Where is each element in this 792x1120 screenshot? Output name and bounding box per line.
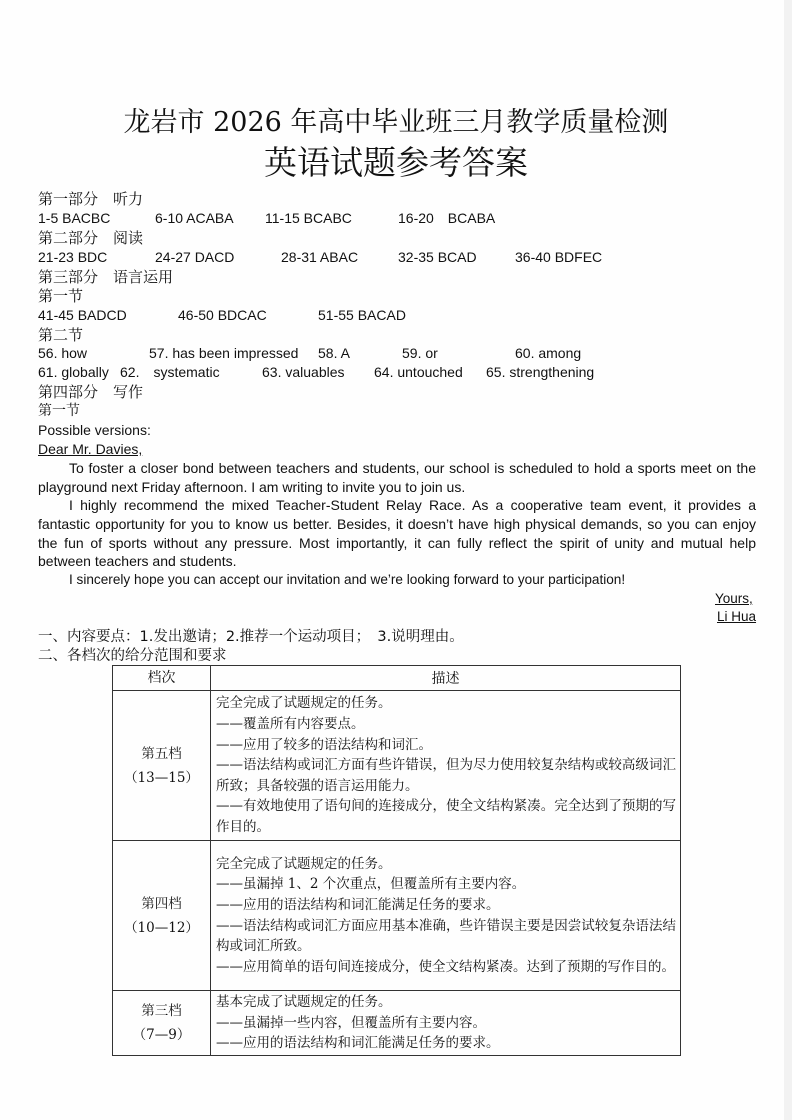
letter-signature: Li Hua	[717, 609, 757, 624]
answer-item: 63. valuables	[262, 364, 345, 380]
description-line: ——语法结构或词汇方面有些许错误，但为尽力使用较复杂结构或较高级词汇所致；具备较强的语言运用能力。	[216, 757, 676, 794]
letter-salutation: Dear Mr. Davies,	[38, 441, 143, 457]
content-points: 一、内容要点：1.发出邀请；2.推荐一个运动项目； 3.说明理由。	[38, 629, 464, 645]
part3-section2-heading: 第二节	[38, 326, 84, 344]
part2-heading: 第二部分 阅读	[38, 229, 144, 247]
column-header-description: 描述	[211, 666, 681, 691]
answer-item: 61. globally	[38, 364, 109, 380]
answer-item: 59. or	[402, 345, 438, 361]
description-line: ——覆盖所有内容要点。	[216, 716, 365, 733]
answer-group: 46-50 BDCAC	[178, 307, 267, 323]
level-cell	[113, 691, 211, 841]
part3-heading: 第三部分 语言运用	[38, 268, 174, 286]
level-name: 第三档	[141, 1002, 182, 1019]
answer-item: 65. strengthening	[486, 364, 595, 380]
answer-group: 16-20 BCABA	[398, 210, 496, 226]
answer-group: 28-31 ABAC	[281, 249, 359, 265]
column-header-level: 档次	[113, 666, 211, 691]
part4-section1-heading: 第一节	[38, 403, 80, 419]
answer-group: 51-55 BACAD	[318, 307, 406, 323]
answer-group: 11-15 BCABC	[265, 210, 352, 226]
description-line: 完全完成了试题规定的任务。	[216, 695, 392, 712]
letter-paragraph: I highly recommend the mixed Teacher-Student Relay Race. As a cooperative team event, it provides a fantastic opportunity for you to know us better. Besides, it doesn’t have high physical demands, so you can enjoy the fun of sports without any pressure. Most importantly, it can fully reflect the spirit of unity and mutual help between teachers and students.	[38, 497, 756, 570]
answer-item: 60. among	[515, 345, 582, 361]
answer-item: 57. has been impressed	[149, 345, 299, 361]
answer-item: 64. untouched	[374, 364, 463, 380]
description-cell	[211, 991, 681, 1056]
level-range: （7—9）	[132, 1026, 191, 1043]
level-range: （10—12）	[124, 919, 199, 936]
level-cell	[113, 841, 211, 991]
table-row	[113, 841, 681, 991]
description-line: ——语法结构或词汇方面应用基本准确，些许错误主要是因尝试较复杂语法结构或词汇所致。	[216, 917, 676, 955]
answer-group: 36-40 BDFEC	[515, 249, 603, 265]
letter-paragraph: To foster a closer bond between teachers and students, our school is scheduled to hold a sports meet on the playground next Friday afternoon. I am writing to invite you to join us.	[38, 460, 756, 495]
answer-item: 58. A	[318, 345, 350, 361]
scoring-ranges-heading: 二、各档次的给分范围和要求	[38, 648, 227, 664]
level-cell	[113, 991, 211, 1056]
table-header-row	[113, 666, 681, 691]
description-line: ——虽漏掉一些内容，但覆盖所有主要内容。	[216, 1014, 486, 1031]
description-line: 完全完成了试题规定的任务。	[216, 855, 392, 872]
answer-key-title: 英语试题参考答案	[264, 143, 528, 182]
table-row	[113, 691, 681, 841]
answer-group: 24-27 DACD	[155, 249, 235, 265]
part3-section1-heading: 第一节	[38, 287, 84, 305]
scoring-table	[112, 665, 681, 1056]
part1-heading: 第一部分 听力	[38, 190, 144, 208]
answer-item: 62. systematic	[120, 364, 220, 380]
exam-title: 龙岩市 2026 年高中毕业班三月教学质量检测	[123, 107, 669, 138]
description-line: ——应用简单的语句间连接成分，使全文结构紧凑。达到了预期的写作目的。	[216, 958, 675, 975]
description-line: ——虽漏掉 1、2 个次重点，但覆盖所有主要内容。	[216, 876, 526, 893]
answer-item: 56. how	[38, 345, 88, 361]
description-line: 基本完成了试题规定的任务。	[216, 994, 392, 1010]
description-line: ——应用的语法结构和词汇能满足任务的要求。	[216, 896, 500, 913]
answer-group: 21-23 BDC	[38, 249, 108, 265]
letter-closing: Yours,	[715, 591, 753, 606]
level-name: 第五档	[141, 745, 182, 762]
answer-group: 1-5 BACBC	[38, 210, 111, 226]
table-row	[113, 991, 681, 1056]
part4-heading: 第四部分 写作	[38, 383, 144, 401]
description-line: ——应用的语法结构和词汇能满足任务的要求。	[216, 1035, 500, 1052]
level-name: 第四档	[141, 895, 182, 912]
description-line: ——有效地使用了语句间的连接成分，使全文结构紧凑。完全达到了预期的写作目的。	[216, 798, 676, 835]
description-cell	[211, 841, 681, 991]
possible-versions-label: Possible versions:	[38, 422, 151, 438]
answer-group: 41-45 BADCD	[38, 307, 127, 323]
letter-paragraph: I sincerely hope you can accept our invitation and we’re looking forward to your participation!	[69, 572, 626, 587]
description-line: ——应用了较多的语法结构和词汇。	[216, 736, 432, 753]
level-range: （13—15）	[124, 769, 199, 786]
description-cell	[211, 691, 681, 841]
answer-group: 32-35 BCAD	[398, 249, 477, 265]
answer-group: 6-10 ACABA	[155, 210, 234, 226]
